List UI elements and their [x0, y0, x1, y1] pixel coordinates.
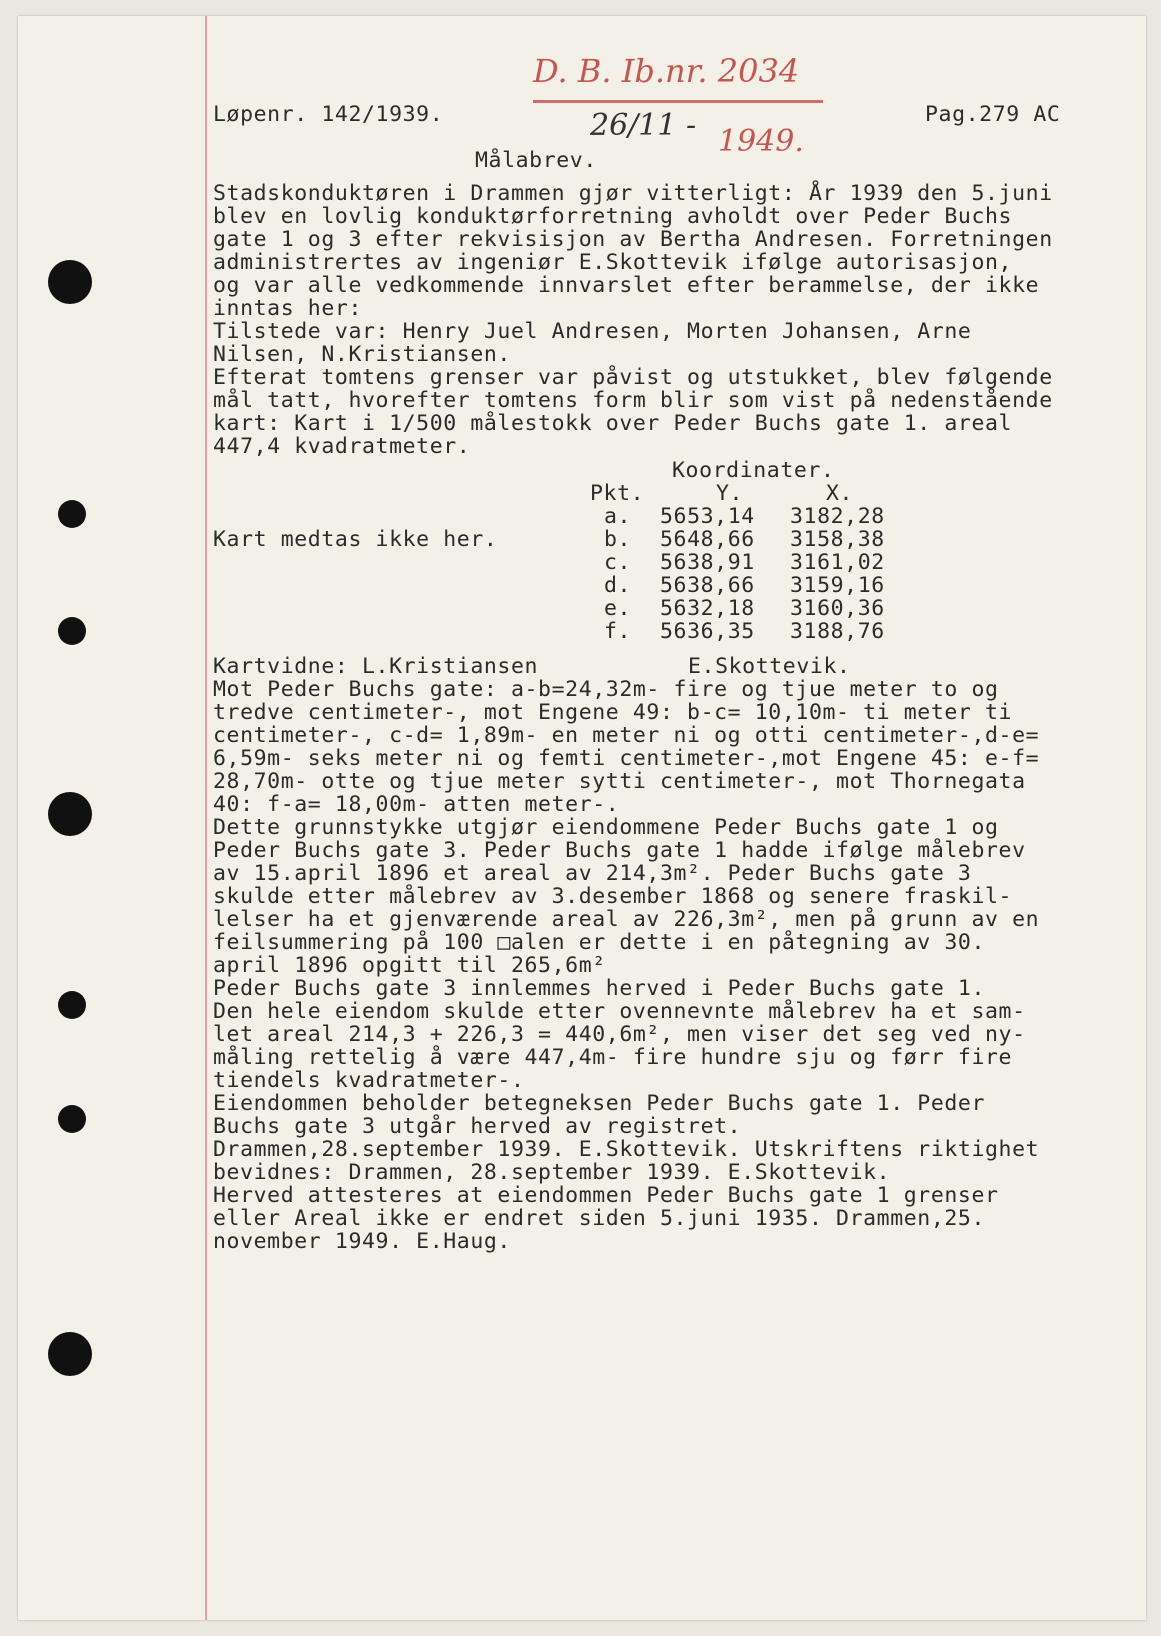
stamp-date-day: 26/11 - — [590, 108, 697, 143]
text-line: april 1896 opgitt til 265,6m² — [213, 953, 606, 978]
punch-hole — [48, 792, 92, 836]
text-line: tiendels kvadratmeter-. — [213, 1068, 525, 1093]
stamp-ref: D. B. Ib.nr. 2034 — [533, 52, 800, 90]
text-line: Herved attesteres at eiendommen Peder Buchs gate 1 grenser — [213, 1183, 999, 1208]
punch-hole — [58, 617, 86, 645]
coordinates-title: Koordinater. — [672, 458, 835, 483]
text-line: administrertes av ingeniør E.Skottevik ifølge autorisasjon, — [213, 250, 1013, 275]
text-line: centimeter-, c-d= 1,89m- en meter ni og otti centimeter-,d-e= — [213, 723, 1040, 748]
text-line: blev en lovlig konduktørforretning avholdt over Peder Buchs — [213, 204, 1013, 229]
text-line: 40: f-a= 18,00m- atten meter-. — [213, 792, 620, 817]
coord-y: 5632,18 — [660, 596, 755, 621]
text-line: av 15.april 1896 et areal av 214,3m². Peder Buchs gate 3 — [213, 861, 972, 886]
coord-x: 3159,16 — [790, 573, 885, 598]
text-line: Den hele eiendom skulde etter ovennevnte målebrev ha et sam- — [213, 999, 1026, 1024]
coord-x: 3158,38 — [790, 527, 885, 552]
text-line: skulde etter målebrev av 3.desember 1868 og senere fraskil- — [213, 884, 1013, 909]
text-line: Peder Buchs gate 3 innlemmes herved i Peder Buchs gate 1. — [213, 976, 986, 1001]
coord-header-x: X. — [826, 481, 854, 506]
punch-hole — [58, 1105, 86, 1133]
text-line: gate 1 og 3 efter rekvisisjon av Bertha Andresen. Forretningen — [213, 227, 1053, 252]
text-line: Dette grunnstykke utgjør eiendommene Peder Buchs gate 1 og — [213, 815, 999, 840]
text-line: 447,4 kvadratmeter. — [213, 434, 471, 459]
punch-hole — [58, 991, 86, 1019]
text-line: november 1949. E.Haug. — [213, 1229, 511, 1254]
coord-point: b. — [604, 527, 632, 552]
text-line: Efterat tomtens grenser var påvist og utstukket, blev følgende — [213, 365, 1053, 390]
margin-line — [205, 16, 207, 1620]
coord-y: 5653,14 — [660, 504, 755, 529]
coord-y: 5636,35 — [660, 619, 755, 644]
text-line: Eiendommen beholder betegneksen Peder Buchs gate 1. Peder — [213, 1091, 986, 1116]
coord-header-y: Y. — [716, 481, 744, 506]
text-line: inntas her: — [213, 296, 362, 321]
lopenr: Løpenr. 142/1939. — [213, 102, 444, 127]
text-line: lelser ha et gjenværende areal av 226,3m², men på grunn av en — [213, 907, 1040, 932]
coord-x: 3160,36 — [790, 596, 885, 621]
stamp-date-year: 1949. — [718, 124, 804, 159]
text-line: feilsummering på 100 □alen er dette i en påtegning av 30. — [213, 930, 986, 955]
coord-point: e. — [604, 596, 632, 621]
punch-hole — [48, 1332, 92, 1376]
coord-y: 5648,66 — [660, 527, 755, 552]
text-line: Drammen,28.september 1939. E.Skottevik. Utskriftens riktighet — [213, 1137, 1040, 1162]
text-line: Nilsen, N.Kristiansen. — [213, 342, 511, 367]
page-title: Målabrev. — [475, 148, 597, 173]
text-line: Mot Peder Buchs gate: a-b=24,32m- fire og tjue meter to og — [213, 677, 999, 702]
text-line: Stadskonduktøren i Drammen gjør vitterligt: År 1939 den 5.juni — [213, 181, 1053, 206]
text-line: Tilstede var: Henry Juel Andresen, Morten Johansen, Arne — [213, 319, 972, 344]
text-line: let areal 214,3 + 226,3 = 440,6m², men viser det seg ved ny- — [213, 1022, 1026, 1047]
coord-y: 5638,66 — [660, 573, 755, 598]
text-line: tredve centimeter-, mot Engene 49: b-c= 10,10m- ti meter ti — [213, 700, 1013, 725]
coord-x: 3182,28 — [790, 504, 885, 529]
coord-x: 3188,76 — [790, 619, 885, 644]
coord-x: 3161,02 — [790, 550, 885, 575]
coord-point: d. — [604, 573, 632, 598]
text-line: Peder Buchs gate 3. Peder Buchs gate 1 hadde ifølge målebrev — [213, 838, 1026, 863]
text-line: måling rettelig å være 447,4m- fire hundre sju og førr fire — [213, 1045, 1013, 1070]
coord-header-pkt: Pkt. — [590, 481, 645, 506]
punch-hole — [48, 260, 92, 304]
coord-point: a. — [604, 504, 632, 529]
map-note: Kart medtas ikke her. — [213, 527, 498, 552]
stamp-underline — [533, 100, 823, 103]
punch-hole — [58, 500, 86, 528]
text-line: 28,70m- otte og tjue meter sytti centimeter-, mot Thornegata — [213, 769, 1026, 794]
text-line: mål tatt, hvorefter tomtens form blir som vist på nedenstående — [213, 388, 1053, 413]
coord-y: 5638,91 — [660, 550, 755, 575]
text-line: og var alle vedkommende innvarslet efter berammelse, der ikke — [213, 273, 1040, 298]
text-line: Buchs gate 3 utgår herved av registret. — [213, 1114, 742, 1139]
page-number: Pag.279 AC — [925, 102, 1061, 127]
text-line: eller Areal ikke er endret siden 5.juni 1935. Drammen,25. — [213, 1206, 986, 1231]
coord-point: c. — [604, 550, 632, 575]
text-line: 6,59m- seks meter ni og femti centimeter-,mot Engene 45: e-f= — [213, 746, 1040, 771]
text-line: kart: Kart i 1/500 målestokk over Peder Buchs gate 1. areal — [213, 411, 1013, 436]
signature: E.Skottevik. — [688, 654, 851, 679]
coord-point: f. — [604, 619, 632, 644]
text-line: bevidnes: Drammen, 28.september 1939. E.Skottevik. — [213, 1160, 891, 1185]
kartvidne: Kartvidne: L.Kristiansen — [213, 654, 539, 679]
